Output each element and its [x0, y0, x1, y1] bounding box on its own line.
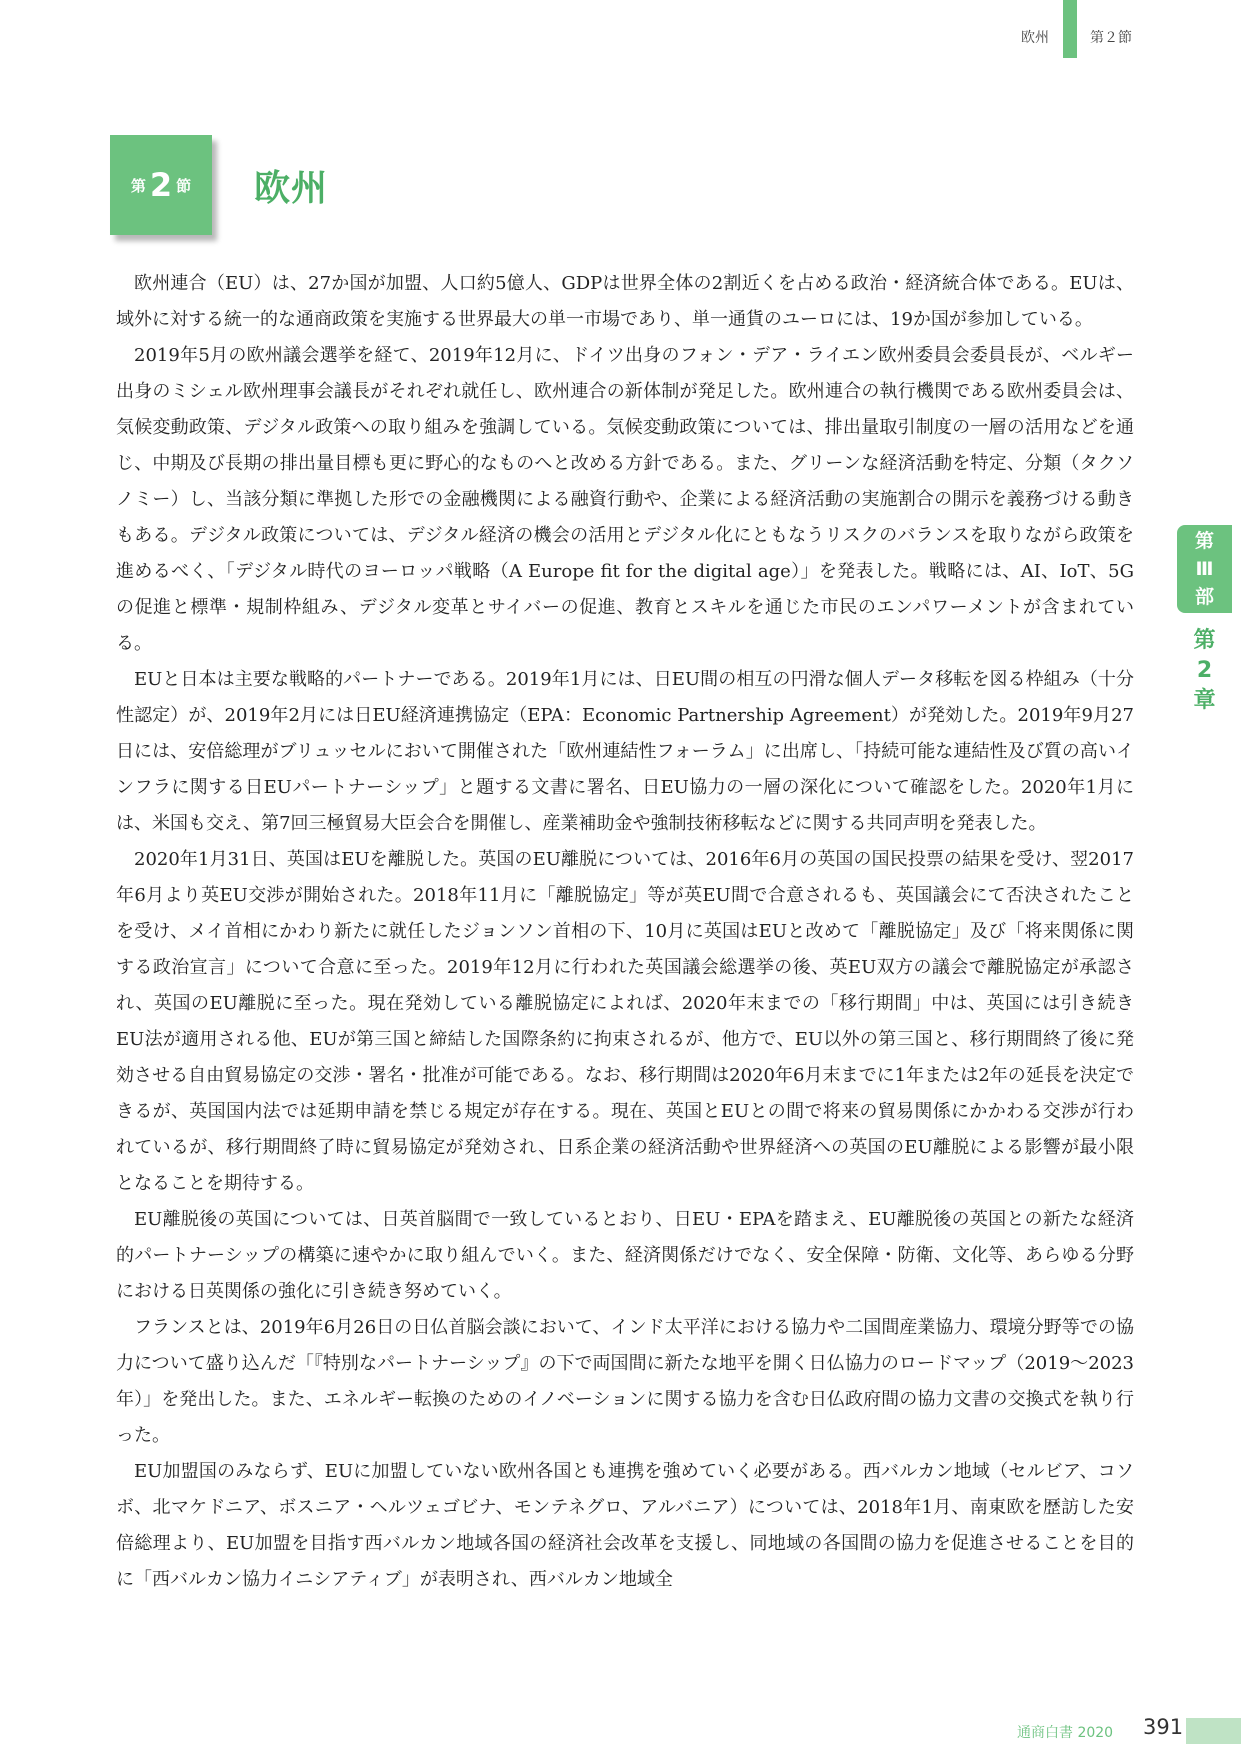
- section-title: 欧州: [254, 168, 329, 209]
- paragraph: EU離脱後の英国については、日英首脳間で一致しているとおり、日EU・EPAを踏まえ、EU離脱後の英国との新たな経済的パートナーシップの構築に速やかに取り組んでいく。また、経済関係だけでなく、安全保障・防衛、文化等、あらゆる分野における日英関係の強化に引き続き努めていく。: [116, 1209, 1134, 1302]
- chapter-label-char: 2: [1196, 658, 1213, 683]
- paragraph: 2020年1月31日、英国はEUを離脱した。英国のEU離脱については、2016年6月の英国の国民投票の結果を受け、翌2017年6月より英EU交渉が開始された。2018年11月に「離脱協定」等が英EU間で合意されるも、英国議会にて否決されたことを受け、メイ首相にかわり新たに就任したジョンソン首相の下、10月に英国はEUと改めて「離脱協定」及び「将来関係に関する政治宣言」について合意に至った。2019年12月に行われた英国議会総選挙の後、英EU双方の議会で離脱協定が承認され、英国のEU離脱に至った。現在発効している離脱協定によれば、2020年末までの「移行期間」中は、英国には引き続きEU法が適用される他、EUが第三国と締結した国際条約に拘束されるが、他方で、EU以外の第三国と、移行期間終了後に発効させる自由貿易協定の交渉・署名・批准が可能である。なお、移行期間は2020年6月末までに1年または2年の延長を決定できるが、英国国内法では延期申請を禁じる規定が存在する。現在、英国とEUとの間で将来の貿易関係にかかわる交渉が行われているが、移行期間終了時に貿易協定が発効され、日系企業の経済活動や世界経済への英国のEU離脱による影響が最小限となることを期待する。: [116, 849, 1134, 1194]
- paragraph: EUと日本は主要な戦略的パートナーである。2019年1月には、日EU間の相互の円滑な個人データ移転を図る枠組み（十分性認定）が、2019年2月には日EU経済連携協定（EPA：Economic Partnership Agreement）が発効した。2019年9月27日には、安倍総理がブリュッセルにおいて開催された「欧州連結性フォーラム」に出席し、「持続可能な連結性及び質の高いインフラに関する日EUパートナーシップ」と題する文書に署名、日EU協力の一層の深化について確認をした。2020年1月には、米国も交え、第7回三極貿易大臣会合を開催し、産業補助金や強制技術移転などに関する共同声明を発表した。: [116, 669, 1134, 834]
- chapter-label-char: 章: [1193, 688, 1216, 713]
- paragraph: 2019年5月の欧州議会選挙を経て、2019年12月に、ドイツ出身のフォン・デア・ライエン欧州委員会委員長が、ベルギー出身のミシェル欧州理事会議長がそれぞれ就任し、欧州連合の新体制が発足した。欧州連合の執行機関である欧州委員会は、気候変動政策、デジタル政策への取り組みを強調している。気候変動政策については、排出量取引制度の一層の活用などを通じ、中期及び長期の排出量目標も更に野心的なものへと改める方針である。また、グリーンな経済活動を特定、分類（タクソノミー）し、当該分類に準拠した形での金融機関による融資行動や、企業による経済活動の実施割合の開示を義務づける動きもある。デジタル政策については、デジタル経済の機会の活用とデジタル化にともなうリスクのバランスを取りながら政策を進めるべく、「デジタル時代のヨーロッパ戦略（A Europe fit for the digital age）」を発表した。戦略には、AI、IoT、5Gの促進と標準・規制枠組み、デジタル変革とサイバーの促進、教育とスキルを通じた市民のエンパワーメントが含まれている。: [116, 345, 1134, 654]
- footer-publication: 通商白書 2020: [1017, 1725, 1114, 1741]
- part-tab-char: 第: [1194, 530, 1214, 552]
- part-tab-char: 部: [1194, 586, 1214, 608]
- chapter-label-char: 第: [1193, 628, 1216, 653]
- chapter-label: [1177, 626, 1232, 716]
- header-section: 第２節: [1090, 30, 1132, 46]
- paragraph: 欧州連合（EU）は、27か国が加盟、人口約5億人、GDPは世界全体の2割近くを占める政治・経済統合体である。EUは、域外に対する統一的な通商政策を実施する世界最大の単一市場であり、単一通貨のユーロには、19か国が参加している。: [116, 273, 1134, 330]
- page-number: 391: [1143, 1715, 1184, 1739]
- section-prefix: 第: [130, 176, 146, 195]
- section-number: 2: [149, 166, 173, 204]
- header-accent-bar: [1063, 0, 1077, 58]
- header-region: 欧州: [1021, 30, 1049, 46]
- paragraph: フランスとは、2019年6月26日の日仏首脳会談において、インド太平洋における協力や二国間産業協力、環境分野等での協力について盛り込んだ「『特別なパートナーシップ』の下で両国間に新たな地平を開く日仏協力のロードマップ（2019～2023年）」を発出した。また、エネルギー転換のためのイノベーションに関する協力を含む日仏政府間の協力文書の交換式を執り行った。: [116, 1317, 1134, 1446]
- part-tab-char: Ⅲ: [1195, 558, 1214, 580]
- section-suffix: 節: [176, 176, 192, 195]
- footer-accent-bar: [1186, 1718, 1241, 1744]
- section-number-badge: [110, 135, 212, 235]
- paragraph: EU加盟国のみならず、EUに加盟していない欧州各国とも連携を強めていく必要がある。西バルカン地域（セルビア、コソボ、北マケドニア、ボスニア・ヘルツェゴビナ、モンテネグロ、アルバニア）については、2018年1月、南東欧を歴訪した安倍総理より、EU加盟を目指す西バルカン地域各国の経済社会改革を支援し、同地域の各国間の協力を促進させることを目的に「西バルカン協力イニシアティブ」が表明され、西バルカン地域全: [116, 1461, 1134, 1590]
- part-tab: [1177, 525, 1232, 613]
- body-text: [116, 266, 1134, 1598]
